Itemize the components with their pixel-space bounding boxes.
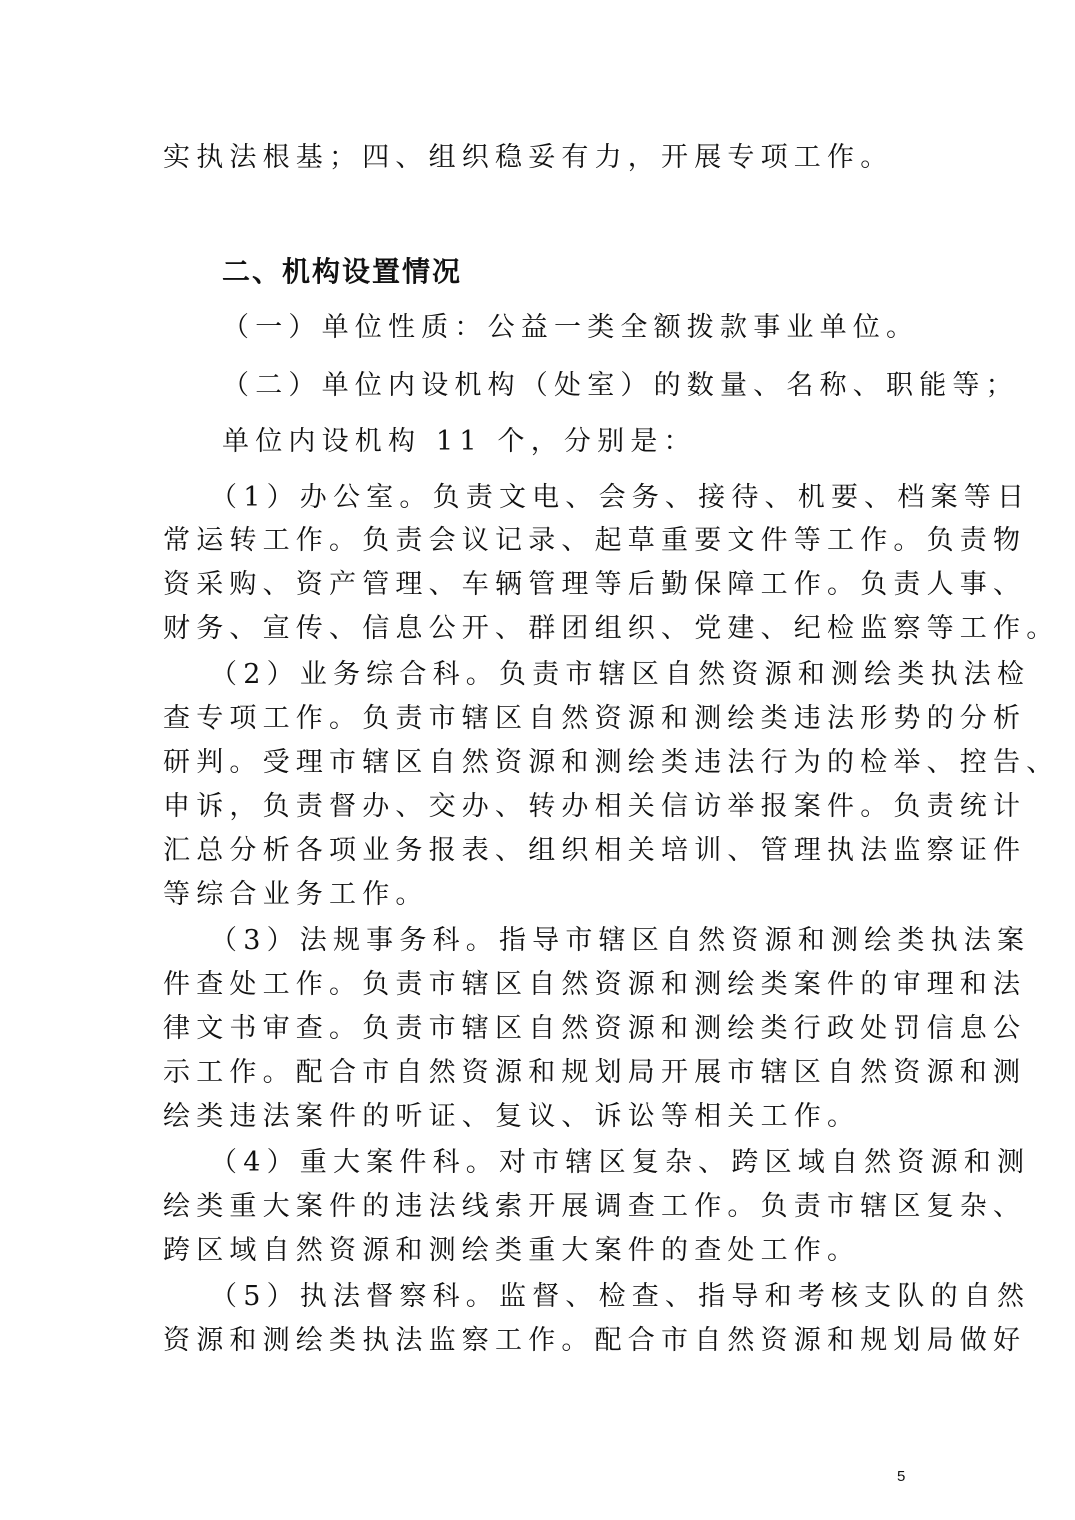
paragraph-line: 资源和测绘类执法监察工作。配合市自然资源和规划局做好 bbox=[163, 1325, 1027, 1356]
paragraph-line: 绘类重大案件的违法线索开展调查工作。负责市辖区复杂、 bbox=[163, 1191, 1027, 1222]
paragraph-line: 研判。受理市辖区自然资源和测绘类违法行为的检举、控告、 bbox=[163, 747, 1060, 778]
paragraph-line: 跨区域自然资源和测绘类重大案件的查处工作。 bbox=[163, 1235, 861, 1266]
unit-nature-text: （一）单位性质：公益一类全额拨款事业单位。 bbox=[222, 312, 920, 343]
paragraph-line: 常运转工作。负责会议记录、起草重要文件等工作。负责物 bbox=[163, 525, 1027, 556]
section-heading: 二、机构设置情况 bbox=[222, 255, 463, 288]
paragraph-line: （1）办公室。负责文电、会务、接待、机要、档案等日 bbox=[210, 482, 1031, 513]
internal-orgs-title: （二）单位内设机构（处室）的数量、名称、职能等； bbox=[222, 370, 1019, 401]
paragraph-line: （3）法规事务科。指导市辖区自然资源和测绘类执法案 bbox=[210, 925, 1031, 956]
intro-tail-text: 实执法根基；四、组织稳妥有力，开展专项工作。 bbox=[163, 142, 894, 173]
paragraph-line: 申诉，负责督办、交办、转办相关信访举报案件。负责统计 bbox=[163, 791, 1027, 822]
org-count-text: 单位内设机构 11 个，分别是： bbox=[222, 426, 697, 457]
paragraph-line: 件查处工作。负责市辖区自然资源和测绘类案件的审理和法 bbox=[163, 969, 1027, 1000]
paragraph-line: 汇总分析各项业务报表、组织相关培训、管理执法监察证件 bbox=[163, 835, 1027, 866]
page-number: 5 bbox=[897, 1468, 906, 1485]
paragraph-line: 绘类违法案件的听证、复议、诉讼等相关工作。 bbox=[163, 1101, 861, 1132]
paragraph-line: 等综合业务工作。 bbox=[163, 879, 429, 910]
paragraph-line: （2）业务综合科。负责市辖区自然资源和测绘类执法检 bbox=[210, 659, 1031, 690]
paragraph-line: 查专项工作。负责市辖区自然资源和测绘类违法形势的分析 bbox=[163, 703, 1027, 734]
paragraph-line: （4）重大案件科。对市辖区复杂、跨区域自然资源和测 bbox=[210, 1147, 1031, 1178]
paragraph-line: 财务、宣传、信息公开、群团组织、党建、纪检监察等工作。 bbox=[163, 613, 1060, 644]
paragraph-line: 资采购、资产管理、车辆管理等后勤保障工作。负责人事、 bbox=[163, 569, 1027, 600]
paragraph-line: 示工作。配合市自然资源和规划局开展市辖区自然资源和测 bbox=[163, 1057, 1027, 1088]
paragraph-line: 律文书审查。负责市辖区自然资源和测绘类行政处罚信息公 bbox=[163, 1013, 1027, 1044]
paragraph-line: （5）执法督察科。监督、检查、指导和考核支队的自然 bbox=[210, 1281, 1031, 1312]
